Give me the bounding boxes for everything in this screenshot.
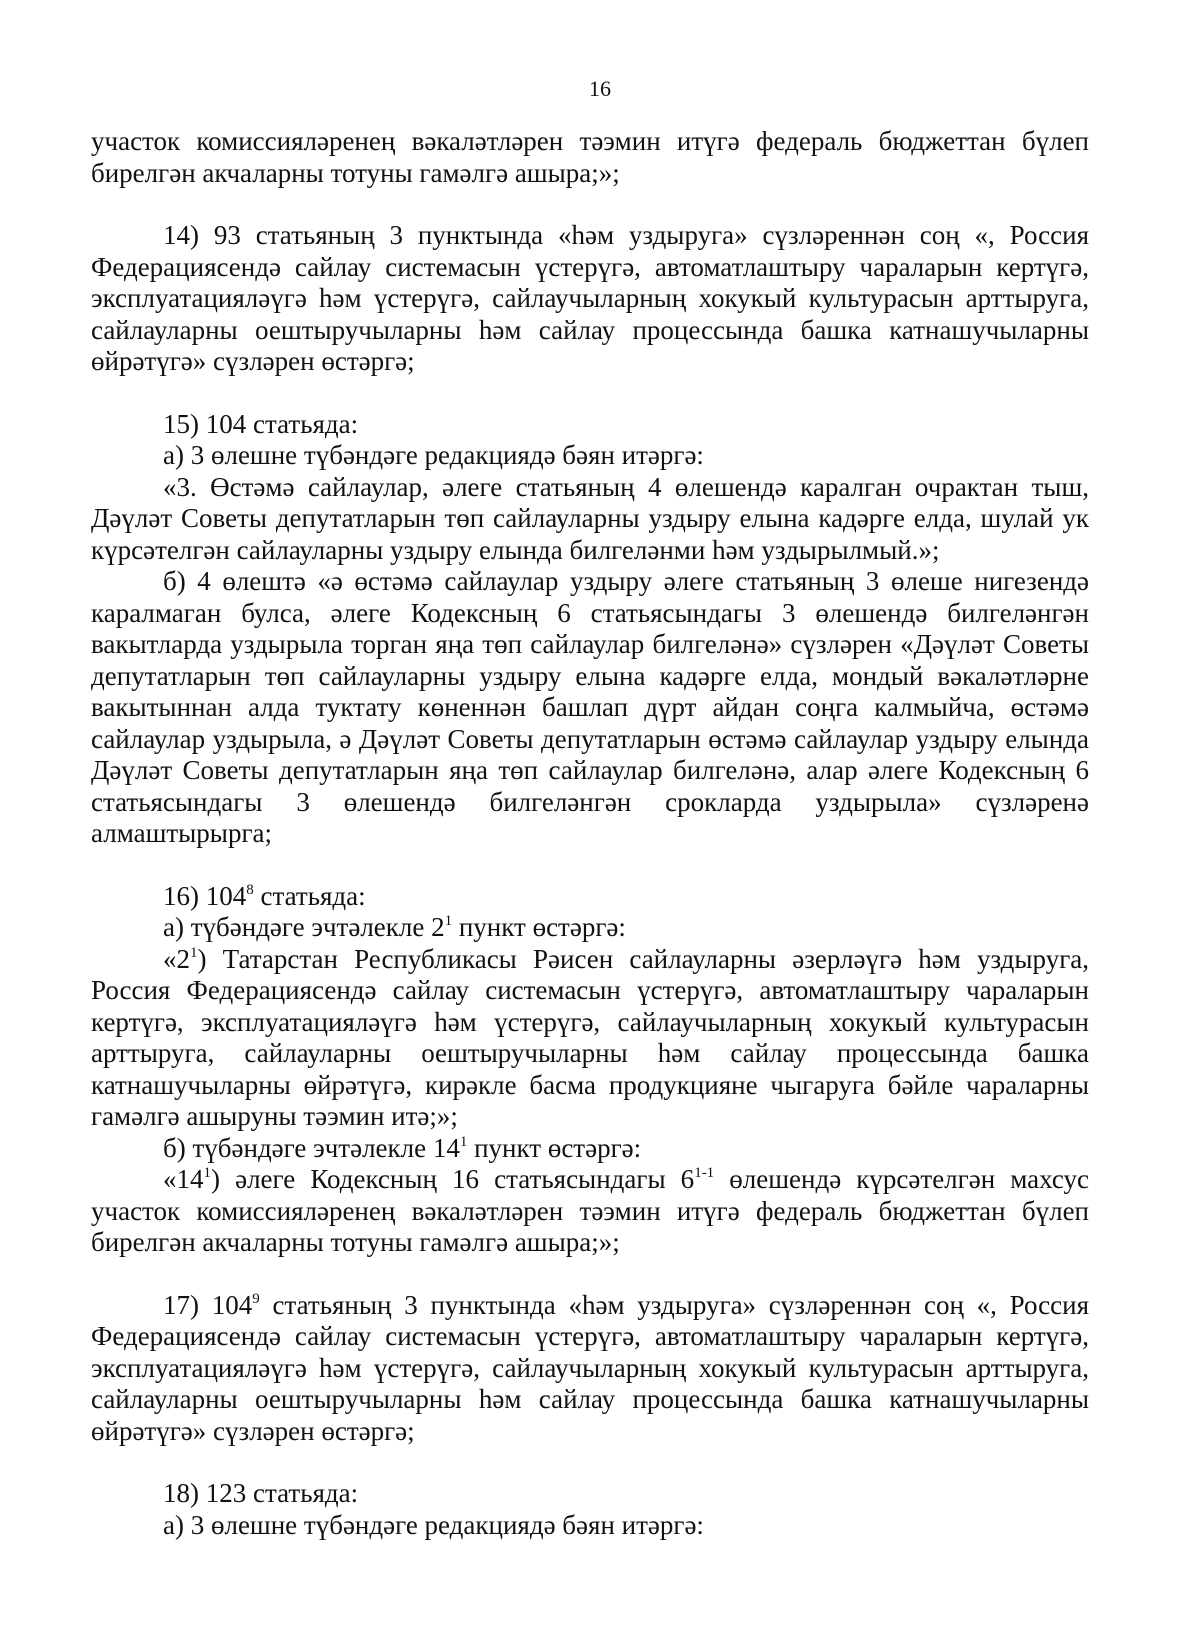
paragraph: 16) $104^8$ статьяда: — [163, 880, 366, 911]
paragraph: 18) 123 статьяда: — [163, 1478, 359, 1508]
paragraph: 14) 93 статьяның 3 пунктында «һәм уздыруга» сүзләреннән соң «, Россия Федерациясендә сайлау системасын үстерүгә, автоматлаштыру чараларын кертүгә, эксплуатацияләүгә һәм үстерүгә, сайлаучыларның хокукый культурасын арттыруга, сайлауларны оештыручыларны һәм сайлау процессында башка катнашучыларны өйрәтүгә» сүзләрен өстәргә; — [91, 220, 1089, 376]
paragraph: «$14^1$) әлеге Кодексның 16 статьясындагы 6$^{1-1}$ өлешендә күрсәтелгән махсус участок комиссияләренең вәкаләтләрен тәэмин итүгә федераль бюджеттан бүлеп бирелгән акчаларны тотуны гамәлгә ашыра;»; — [91, 1164, 1089, 1257]
paragraph: а) 3 өлешне түбәндәге редакциядә бәян итәргә: — [163, 440, 704, 470]
superscript: 1 — [203, 1165, 211, 1181]
superscript: 1-1 — [694, 1165, 715, 1181]
paragraph: б) түбәндәге эчтәлекле $14^1$ пункт өстәргә: — [163, 1132, 642, 1163]
paragraph: «$2^1$) Татарстан Республикасы Рәисен сайлауларны әзерләүгә һәм уздыруга, Россия Федерациясендә сайлау системасын үстерүгә, автоматлаштыру чараларын кертүгә, эксплуатацияләүгә һәм үстерүгә, сайлаучыларның хокукый культурасын арттыруга, сайлауларны оештыручыларны һәм сайлау процессында башка катнашучыларны өйрәтүгә, кирәкле басма продукцияне чыгаруга бәйле чараларны гамәлгә ашыруны тәэмин итә;»; — [91, 943, 1089, 1131]
paragraph: 17) $104^9$ статьяның 3 пунктында «һәм уздыруга» сүзләреннән соң «, Россия Федерациясендә сайлау системасын үстерүгә, автоматлаштыру чараларын кертүгә, эксплуатацияләүгә һәм үстерүгә, сайлаучыларның хокукый культурасын арттыруга, сайлауларны оештыручыларны һәм сайлау процессында башка катнашучыларны өйрәтүгә» сүзләрен өстәргә; — [91, 1289, 1089, 1446]
document-body — [91, 126, 1089, 1541]
page-number: 16 — [589, 76, 611, 101]
superscript: 1 — [444, 913, 453, 929]
paragraph: участок комиссияләренең вәкаләтләрен тәэмин итүгә федераль бюджеттан бүлеп бирелгән акчаларны тотуны гамәлгә ашыра;»; — [91, 126, 1089, 188]
superscript: 9 — [252, 1290, 260, 1307]
paragraph: б) 4 өлештә «ә өстәмә сайлаулар уздыру әлеге статьяның 3 өлеше нигезендә каралмаган булса, әлеге Кодексның 6 статьясындагы 3 өлешендә билгеләнгән вакытларда уздырыла торган яңа төп сайлаулар билгеләнә» сүзләрен «Дәүләт Советы депутатларын төп сайлауларны уздыру елына кадәрге елда, мондый вәкаләтләрне вакытыннан алда туктату көненнән башлап дүрт айдан соңга калмыйча, өстәмә сайлаулар уздырыла, ә Дәүләт Советы депутатларын өстәмә сайлаулар уздыру елында Дәүләт Советы депутатларын яңа төп сайлаулар билгеләнә, алар әлеге Кодексның 6 статьясындагы 3 өлешендә билгеләнгән срокларда уздырыла» сүзләренә алмаштырырга; — [91, 566, 1089, 848]
paragraph: 15) 104 статьяда: — [163, 408, 359, 439]
superscript: 1 — [190, 944, 198, 961]
superscript: 8 — [246, 881, 254, 898]
paragraph: а) 3 өлешне түбәндәге редакциядә бәян итәргә: — [163, 1509, 704, 1540]
superscript: 1 — [459, 1133, 468, 1150]
paragraph: а) түбәндәге эчтәлекле $2^1$ пункт өстәргә: — [163, 912, 626, 942]
paragraph: «3. Өстәмә сайлаулар, әлеге статьяның 4 өлешендә каралган очрактан тыш, Дәүләт Советы депутатларын төп сайлауларны уздыру елына кадәрге елда, шулай ук күрсәтелгән сайлауларны уздыру елында билгеләнми һәм уздырылмый.»; — [91, 471, 1089, 565]
